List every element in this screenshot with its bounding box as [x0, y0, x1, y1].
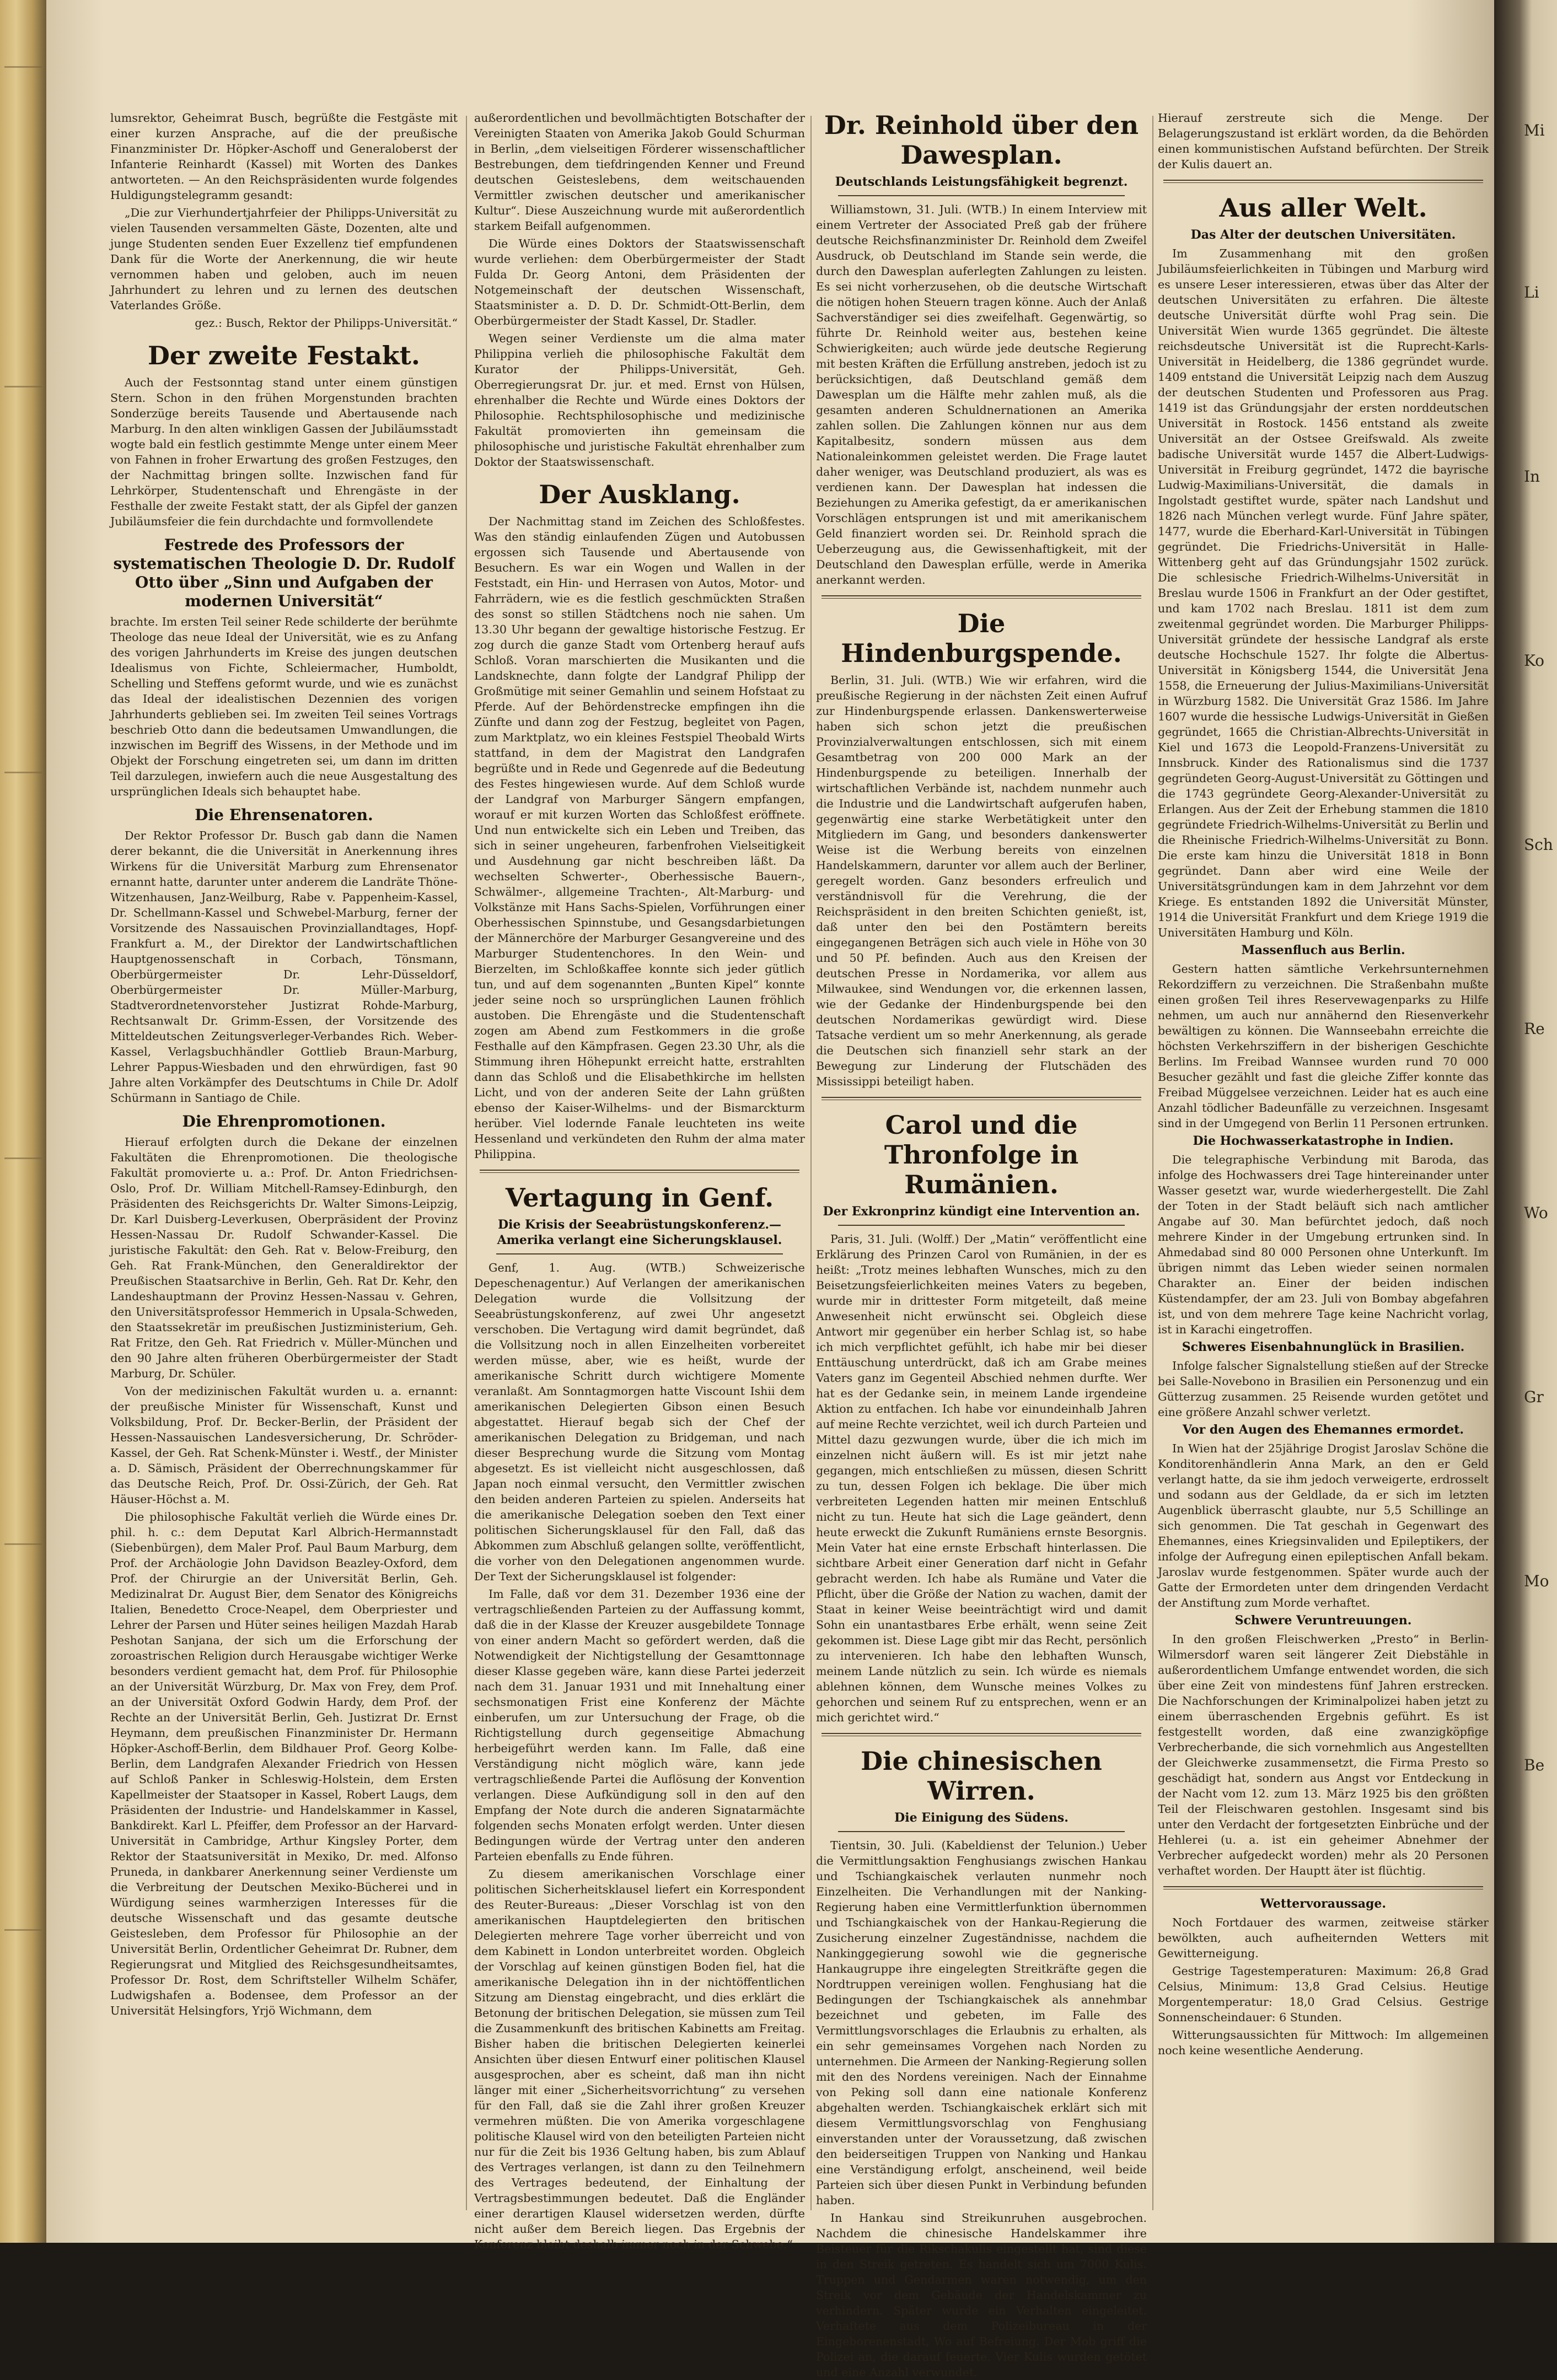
- column-1: [110, 110, 458, 2232]
- article-paragraph: lumsrektor, Geheimrat Busch, begrüßte die Festgäste mit einer kurzen Ansprache, auf die der preußische Finanzminister Dr. Höpker-Aschoff und Generaloberst der Infanterie Reinhardt (Kassel) mit Worten des Dankes antworteten. — An den Reichspräsidenten wurde folgendes Huldigungstelegramm gesandt:: [110, 111, 458, 202]
- article-paragraph: In Wien hat der 25jährige Drogist Jaroslav Schöne die Konditorenhändlerin Anna Mark, an den er Geld verlangt hatte, da sie ihm jedoch verweigerte, erdrosselt und sodann aus der Geldlade, da er sich im letzten Augenblick überrascht glaubte, nur 5,5 Schillinge an sich genommen. Die Tat geschah in Gegenwart des Ehemannes, eines Kriegsinvaliden und Epileptikers, der infolge der Aufregung einen epileptischen Anfall bekam. Jaroslav wurde festgenommen. Später wurde auch der Gatte der Ermordeten unter dem dringenden Verdacht der Anstiftung zum Morde verhaftet.: [1158, 1442, 1489, 1609]
- headline-vertagung-genf: Vertagung in Genf.: [505, 1183, 774, 1213]
- section-divider: [822, 595, 1141, 599]
- article-paragraph: Wegen seiner Verdienste um die alma mater Philippina verlieh die philosophische Fakultät dem Kurator der Philipps-Universität, Geh. Oberregierungsrat Dr. jur. et med. Ernst von Hülsen, ehrenhalber die Rechte und Würde eines Doktors der Philosophie. Rechtsphilosophische und medizinische Fakultät promovierten ihn gemeinsam die philosophische und juristische Fakultät ehrenhalber zum Doktor der Staatswissenschaft.: [474, 332, 805, 469]
- subheadline-veruntreuungen: Schwere Veruntreuungen.: [1234, 1613, 1412, 1628]
- article-paragraph: Williamstown, 31. Juli. (WTB.) In einem Interview mit einem Vertreter der Associated Preß gab der frühere deutsche Reichsfinanzminister Dr. Reinhold dem Zweifel Ausdruck, ob Deutschland im Stande sein werde, die durch den Dawesplan auferlegten Zahlungen zu leisten. Es sei nicht vorherzusehen, ob die deutsche Wirtschaft die nötigen hohen Steuern tragen könne. Auch der Anlaß Sachverständiger sei dies zweifelhaft. Gegenwärtig, so führte Dr. Reinhold weiter aus, bestehen keine Schwierigkeiten; auch würde jede deutsche Regierung mit besten Kräften die Erfüllung anstreben, jedoch ist zu berücksichtigen, daß Deutschland gemäß dem Dawesplan um die Hälfte mehr zahlen muß, als die gesamten anderen Schuldnernationen an Amerika zahlen sollen. Die Zahlungen können nur aus dem Kapitalbesitz, sondern müssen aus dem Nationaleinkommen geleistet werden. Die Frage lautet daher weniger, was Deutschland produziert, als was es verdienen kann. Der Dawesplan hat indessen die Beziehungen zu Amerika gefestigt, da er amerikanischen Vorschlägen entsprungen ist und mit amerikanischem Geld finanziert worden sei. Dr. Reinhold sprach die Ueberzeugung aus, die Gewissenhaftigkeit, mit der Deutschland den Dawesplan erfülle, werde in Amerika anerkannt werden.: [816, 203, 1147, 586]
- headline-ausklang: Der Ausklang.: [539, 480, 740, 509]
- fragment: Ko: [1524, 651, 1545, 670]
- section-divider: [838, 1831, 1125, 1832]
- section-divider: [1163, 1886, 1483, 1889]
- book-binding: [0, 0, 46, 2243]
- fragment: Li: [1524, 283, 1539, 301]
- subheadline-eisenbahnunglueck: Schweres Eisenbahnunglück in Brasilien.: [1182, 1340, 1465, 1354]
- article-paragraph: Infolge falscher Signalstellung stießen auf der Strecke bei Salle-Novebono in Brasilien ein Personenzug und ein Gütterzug zusammen. 25 Reisende wurden getötet und eine größere Anzahl schwer verletzt.: [1158, 1359, 1489, 1419]
- headline-festrede: Festrede des Professors der systematischen Theologie D. Dr. Rudolf Otto über „Sinn und Aufgaben der modernen Universität“: [113, 536, 455, 610]
- article-paragraph: Genf, 1. Aug. (WTB.) Schweizerische Depeschenagentur.) Auf Verlangen der amerikanischen Delegation wurde die Vollsitzung der Seeabrüstungskonferenz, auf zwei Uhr angesetzt verschoben. Die Vertagung wird damit begründet, daß die Vollsitzung noch in allen Einzelheiten vorbereitet werden müsse, aber, wie es heißt, wurde der amerikanische Schritt durch wichtigere Momente veranlaßt. Am Sonntagmorgen hatte Viscount Ishii dem amerikanischen Delegierten Gibson einen Besuch abgestattet. Hierauf begab sich der Chef der amerikanischen Delegation zu Bridgeman, und nach dieser Besprechung wurde die Sitzung vom Montag abgesetzt. Es ist vielleicht nicht ausgeschlossen, daß Japan noch einmal versucht, den Vermittler zwischen den beiden anderen Parteien zu spielen. Anderseits hat die amerikanische Delegation soeben den Text einer politischen Sicherungsklausel für den Fall, daß das Abkommen zum Abschluß gelangen sollte, veröffentlicht, die vorher von den Delegationen angenommen wurde. Der Text der Sicherungsklausel ist folgender:: [474, 1261, 805, 1583]
- article-paragraph: Im Falle, daß vor dem 31. Dezember 1936 eine der vertragschließenden Parteien zu der Auffassung kommt, daß die in der Klasse der Kreuzer ausgebildete Tonnage von einer andern Macht so gefördert werden, daß die Notwendigkeit der Nichtigstellung der Gesamttonnage dieser Klasse gegeben wäre, kann diese Partei jederzeit nach dem 31. Januar 1931 und mit Innehaltung einer sechsmonatigen Frist eine Konferenz der Mächte einberufen, um zur Untersuchung der Frage, ob die Richtigstellung durch gegenseitige Abmachung herbeigeführt werden kann. Im Falle, daß eine Verständigung nicht möglich wäre, kann jede vertragschließende Partei die Auflösung der Konvention verlangen. Diese Aufkündigung soll in den auf den Empfang der Note durch die anderen Signatarmächte folgenden sechs Monaten erfolgt werden. Unter diesen Bedingungen würde der Vertrag unter den anderen Parteien ebenfalls zu Ende führen.: [474, 1587, 805, 1863]
- article-paragraph: Gestern hatten sämtliche Verkehrsunternehmen Rekordziffern zu verzeichnen. Die Straßenbahn mußte einen großen Teil ihres Reservewagenparks zu Hilfe nehmen, um auch nur annähernd den Riesenverkehr bewältigen zu können. Die Wannseebahn erreichte die höchsten Verkehrsziffern in der bisherigen Geschichte Berlins. Im Freibad Wannsee wurden rund 70 000 Besucher gezählt und fast die gleiche Ziffer konnte das Freibad Müggelsee verzeichnen. Leider hat es auch eine Anzahl tödlicher Badeunfälle zu verzeichnen. Insgesamt sind in der Umgegend von Berlin 11 Personen ertrunken.: [1158, 962, 1489, 1130]
- article-paragraph: Zu diesem amerikanischen Vorschlage einer politischen Sicherheitsklausel liefert ein Korrespondent des Reuter-Bureaus: „Dieser Vorschlag ist von den amerikanischen Hauptdelegierten den britischen Delegierten mehrere Tage vorher überreicht und von dem Kabinett in London unterbreitet worden. Obgleich der Vorschlag auf keinen günstigen Boden fiel, hat die amerikanische Delegation ihn in der nichtöffentlichen Sitzung am Dienstag eingebracht, und dies erklärt die Betonung der britischen Delegation, sie müssen zum Teil die Zusammenkunft des britischen Kabinetts am Freitag. Bisher haben die britischen Delegierten keinerlei Ansichten über diesen Entwurf einer politischen Klausel ausgesprochen, aber es scheint, daß man ihn nicht länger mit einer „Sicherheitsvorrichtung“ zu versehen für den Fall, daß sie die Zahl ihrer großen Kreuzer vermehren müßten. Die von Amerika vorgeschlagene politische Klausel wird von den beteiligten Parteien nicht nur für die Zeit bis 1936 Geltung haben, bis zum Ablauf des Vertrages verlangen, ist dann zu den Teilnehmern des Vertrages bedeutend, der Einhaltung der Vertragsbestimmungen bedeutet. Daß die Engländer einer derartigen Klausel widersetzen werden, dürfte nicht außer dem Bereich liegen. Das Ergebnis der Konferenz bleibt deshalb immer noch in der Schwebe.“: [474, 1867, 805, 2251]
- subheadline-massenflucht: Massenfluch aus Berlin.: [1241, 943, 1405, 957]
- fragment: Gr: [1524, 1388, 1544, 1406]
- headline-ehrenpromotionen: Die Ehrenpromotionen.: [182, 1112, 386, 1130]
- headline-hindenburgspende: Die Hindenburgspende.: [841, 609, 1122, 668]
- subheadline-china: Die Einigung des Südens.: [894, 1811, 1069, 1825]
- article-paragraph: Von der medizinischen Fakultät wurden u. a. ernannt: der preußische Minister für Wissenschaft, Kunst und Volksbildung, Prof. Dr. Becker-Berlin, der Präsident der Hessen-Nassauischen Landesversicherung, Dr. Schröder-Kassel, der Geh. Rat Schenk-Münster i. Westf., der Minister a. D. Sämisch, Präsident der Oberrechnungskammer für das Deutsche Reich, Prof. Dr. Ossi-Zürich, der Geh. Rat Häuser-Höchst a. M.: [110, 1385, 458, 1506]
- article-paragraph: Gestrige Tagestemperaturen: Maximum: 26,8 Grad Celsius, Minimum: 13,8 Grad Celsius. Heutige Morgentemperatur: 18,0 Grad Celsius. Gestrige Sonnenscheindauer: 6 Stunden.: [1158, 1964, 1489, 2024]
- section-divider: [496, 1253, 783, 1254]
- article-paragraph: außerordentlichen und bevollmächtigten Botschafter der Vereinigten Staaten von Amerika Jakob Gould Schurman in Berlin, „dem vielseitigen Förderer wissenschaftlicher Bestrebungen, dem tiefdringenden Kenner und Freund deutschen Geisteslebens, dem weitschauenden Vermittler zwischen deutscher und amerikanischer Kultur“. Diese Auszeichnung wurde mit außerordentlich starkem Beifall aufgenommen.: [474, 111, 805, 233]
- column-2: [474, 110, 805, 2251]
- article-paragraph: Die philosophische Fakultät verlieh die Würde eines Dr. phil. h. c.: dem Deputat Karl Albrich-Hermannstadt (Siebenbürgen), dem Maler Prof. Paul Baum Marburg, dem Prof. der Archäologie John Davidson Beazley-Oxford, dem Prof. der Chirurgie an der Universität Berlin, Geh. Medizinalrat Dr. August Bier, dem Senator des Königreichs Italien, Benedetto Croce-Neapel, dem Oberpriester und Lehrer der Parsen und Hüter seines heiligen Mazdah Harab Peshotan Sanjana, der sich um die Erforschung der zoroastrischen Religion durch Herausgabe wichtiger Werke besonders verdient gemacht hat, dem Prof. für Philosophie an der Universität Würzburg, Dr. Max von Frey, dem Prof. an der Universität Oxford Godwin Hardy, dem Prof. der Rechte an der Universität Berlin, Geh. Justizrat Dr. Ernst Heymann, dem preußischen Finanzminister Dr. Hermann Höpker-Aschoff-Berlin, dem Bildhauer Prof. Georg Kolbe-Berlin, dem Landgrafen Alexander Friedrich von Hessen auf Schloß Panker in Schleswig-Holstein, dem Ersten Kapellmeister der Staatsoper in Kassel, Robert Laugs, dem Präsidenten der Industrie- und Handelskammer in Kassel, Bankdirekt. Karl L. Pfeiffer, dem Professor an der Harvard-Universität in Cambridge, Arthur Kingsley Porter, dem Rektor der Staatsuniversität in Mexiko, Dr. med. Alfonso Pruneda, in dankbarer Anerkennung seiner Verdienste um die Verbreitung der Deutschen Mexiko-Bücherei und in Würdigung seines warmherzigen Interesses für die deutsche Wissenschaft und das gesamte deutsche Geistesleben, dem Professor für Philosophie an der Universität Berlin, Ordentlicher Geheimrat Dr. Rubner, dem Regierungsrat und Mitglied des Reichsgesundheitsamtes, Professor Dr. Rost, dem Schriftsteller Wilhelm Schäfer, Ludwigshafen a. Bodensee, dem Professor an der Universität Helsingfors, Yrjö Wichmann, dem: [110, 1510, 458, 2017]
- article-paragraph: In Hankau sind Streikunruhen ausgebrochen. Nachdem die chinesische Handelskammer ihre Beisteuer für die Rikschakulis eingestellt hat, sind diese in den Streik getreten. Es handelt sich um 7000 Kulis. Truppen und Gendarmen waren notwendig, um den Streik vor dem Gebäude der Handelskammer zu verhindern. Später wurde ein Verhalten eingeleitet. Verhaftete aus dem Polizeibureau in der Eingeborenenstadt, Wo auf Befreiung. Der Mob griff die Polizei an, die darauf feuerte. Vier Kulis wurden getötet und eine Anzahl verwundet.: [816, 2211, 1147, 2379]
- article-paragraph: gez.: Busch, Rektor der Philipps-Universität.“: [195, 316, 458, 330]
- headline-ehrensenatoren: Die Ehrensenatoren.: [195, 806, 373, 824]
- facing-page-fragments: [1522, 0, 1557, 2243]
- article-paragraph: In den großen Fleischwerken „Presto“ in Berlin-Wilmersdorf waren seit längerer Zeit Diebstähle in außerordentlichem Umfange entwendet worden, die sich über eine Zeit von mindestens fünf Jahren erstrecken. Die Nachforschungen der Kriminalpolizei haben jetzt zu einem überraschenden Ergebnis geführt. Es ist festgestellt worden, daß eine zwanzigköpfige Verbrecherbande, die sich vornehmlich aus Angestellten der Gleichwerke zusammensetzt, die Firma Presto so geschädigt hat, sondern aus Angst vor Entdeckung in der Nacht vom 12. zum 13. März 1925 bis den größten Teil der Fleischwaren gestohlen. Insgesamt sind bis unter den Verdacht der fortgesetzten Einbrüche und der Hehlerei (u. a. ist ein geheimer Abnehmer der Verbrecher aufgedeckt worden) mehr als 20 Personen verhaftet worden. Der Hauptt äter ist flüchtig.: [1158, 1633, 1489, 1877]
- article-paragraph: Im Zusammenhang mit den großen Jubiläumsfeierlichkeiten in Tübingen und Marburg wird es unsere Leser interessieren, etwas über das Alter der deutschen Universitäten zu erfahren. Die älteste deutsche Universität dürfte wohl Prag sein. Die Universität Wien wurde 1365 gegründet. Die älteste reichsdeutsche Universität ist die Ruprecht-Karls-Universität in Heidelberg, die 1386 gegründet wurde. 1409 entstand die Universität Leipzig nach dem Auszug der deutschen Studenten und Professoren aus Prag. 1419 ist das Gründungsjahr der ersten norddeutschen Universität in Rostock. 1456 entstand als zweite Universität an der Ostsee Greifswald. Als zweite badische Universität wurde 1457 die Albert-Ludwigs-Universität in Freiburg gegründet, 1472 die bayrische Ludwig-Maximilians-Universität, die damals in Ingolstadt gestiftet wurde, später nach Landshut und 1826 nach München verlegt wurde. Fünf Jahre später, 1477, wurde die Eberhard-Karl-Universität in Tübingen gegründet. Die Friedrichs-Universität in Halle-Wittenberg geht auf das Gründungsjahr 1502 zurück. Die schlesische Friedrich-Wilhelms-Universität in Breslau wurde 1506 in Frankfurt an der Oder gestiftet, und kam 1702 nach Breslau. 1811 ist dem zum zweitenmal gegründet worden. Die Marburger Philipps-Universität gründete der hessische Landgraf als erste deutsche Hochschule 1527. Ihr folgte die Albertus-Universität in Königsberg 1544, die Universität Jena 1558, die Erneuerung der Julius-Maximilians-Universität in Würzburg 1582. Die Universität Graz 1586. Im Jahre 1607 wurde die hessische Ludwigs-Universität in Gießen gegründet, 1665 die Christian-Albrechts-Universität in Kiel und 1673 die Leopold-Franzens-Universität zu Innsbruck. Kinder des Rationalismus sind die 1737 gegründeten Georg-August-Universität zu Göttingen und die 1743 gegründete Georg-Alexander-Universität zu Erlangen. Aus der Zeit der Erhebung stammen die 1810 gegründete Friedrich-Wilhelms-Universität zu Berlin und die Rheinische Friedrich-Wilhelms-Universität zu Bonn. Die erste kam hinzu die Universität 1818 in Bonn gegründet. Dann aber wird eine Weile der Universitätsgründungen kam in dem Jahrzehnt vor dem Kriege. Es entstanden 1892 die Universität Münster, 1914 die Universität Frankfurt und dem Kriege 1919 die Universitäten Hamburg und Köln.: [1158, 247, 1489, 939]
- fragment: Mi: [1524, 121, 1545, 139]
- subheadline-ermordet: Vor den Augen des Ehemannes ermordet.: [1182, 1423, 1464, 1437]
- fragment: Sch: [1524, 836, 1553, 854]
- section-divider: [838, 195, 1125, 196]
- article-paragraph: Auch der Festsonntag stand unter einem günstigen Stern. Schon in den frühen Morgenstunden brachten Sonderzüge bereits Tausende und Abertausende nach Marburg. In den alten winkligen Gassen der Jubiläumsstadt wogte bald ein festlich gestimmte Menge unter einem Meer von Fahnen in froher Erwartung des großen Festzuges, den der Nachmittag bringen sollte. Inzwischen fand für Lehrkörper, Studentenschaft und Ehrengäste in der Festhalle der zweite Festakt statt, der als Gipfel der ganzen Jubiläumsfeier die fein durchdachte und formvollendete: [110, 376, 458, 528]
- fragment: Be: [1524, 1756, 1545, 1774]
- fragment: In: [1524, 467, 1540, 486]
- article-paragraph: Witterungsaussichten für Mittwoch: Im allgemeinen noch keine wesentliche Aenderung.: [1158, 2028, 1489, 2057]
- section-divider: [838, 1225, 1125, 1226]
- article-paragraph: „Die zur Vierhundertjahrfeier der Philipps-Universität zu vielen Tausenden versammelten Gäste, Dozenten, alte und junge Studenten senden Euer Exzellenz tief empfundenen Dank für die Worte der Anerkennung, die wir heute vernommen haben und geloben, auch im neuen Jahrhundert zu lehren und zu lernen des deutschen Vaterlandes Größe.: [110, 206, 458, 312]
- subheadline-universitaeten: Das Alter der deutschen Universitäten.: [1190, 228, 1456, 242]
- subheadline-genf: Die Krisis der Seeabrüstungskonferenz.— Amerika verlangt eine Sicherungsklausel.: [497, 1218, 782, 1247]
- article-paragraph: Noch Fortdauer des warmen, zeitweise stärker bewölkten, auch aufheiternden Wetters mit Gewitterneigung.: [1158, 1916, 1489, 1960]
- subheadline-carol: Der Exkronprinz kündigt eine Intervention an.: [823, 1204, 1140, 1219]
- article-paragraph: Der Rektor Professor Dr. Busch gab dann die Namen derer bekannt, die die Universität in Anerkennung ihres Wirkens für die Universität Marburg zum Ehrensenator ernannt hatte, darunter unter anderem die Landräte Thöne-Witzenhausen, Janz-Weilburg, Rabe v. Pappenheim-Kassel, Dr. Schellmann-Kassel und Schwebel-Marburg, ferner der Vorsitzende des Nassauischen Provinziallandtages, Hopf-Frankfurt a. M., der Direktor der Landwirtschaftlichen Hauptgenossenschaft in Corbach, Tönsmann, Oberbürgermeister Dr. Lehr-Düsseldorf, Oberbürgermeister Dr. Müller-Marburg, Stadtverordnetenvorsteher Justizrat Rohde-Marburg, Rechtsanwalt Dr. Grimm-Essen, der Vorsitzende des Mitteldeutschen Zeitungsverleger-Verbandes Rich. Weber-Kassel, Verlagsbuchhändler Gottlieb Braun-Marburg, Lehrer Pappus-Wiesbaden und den ehrwürdigen, fast 90 Jahre alten Vorkämpfer des Deutschtums in Chile Dr. Adolf Schürmann in Santiago de Chile.: [110, 829, 458, 1105]
- article-paragraph: Der Nachmittag stand im Zeichen des Schloßfestes. Was den ständig einlaufenden Zügen und Autobussen ergossen sich Tausende und Abertausende von Besuchern. Es war ein Wogen und Wallen in der Feststadt, ein Hin- und Herrasen von Autos, Motor- und Fahrrädern, wie es die festlich geschmückten Straßen des sonst so stillen Städtchens noch nie sahen. Um 13.30 Uhr begann der gewaltige historische Festzug. Er zog durch die ganze Stadt vom Ortenberg herauf aufs Schloß. Voran marschierten die Musikanten und die Landsknechte, dann folgte der Landgraf Philipp der Großmütige mit seiner Gemahlin und seinem Hofstaat zu Pferde. Auf der Behördenstrecke empfingen ihn die Zünfte und dann zog der Festzug, begleitet von Pagen, zum Marktplatz, wo ein kleines Festspiel Theobald Wirts stattfand, in dem der Magistrat den Landgrafen begrüßte und in Rede und Gegenrede auf die Bedeutung des Festes hingewiesen wurde. Auf dem Schloß wurde der Landgraf von Marburger Sängern empfangen, worauf er mit kurzen Worten das Schloßfest eröffnete. Und nun entwickelte sich ein Leben und Treiben, das sich in seiner ungeheuren, farbenfrohen Vielseitigkeit und Ausdehnung gar nicht beschreiben läßt. Da wechselten Schwerter-, Oberhessische Bauern-, Schwälmer-, allgemeine Trachten-, Alt-Marburg- und Volkstänze mit Hans Sachs-Spielen, Vorführungen einer Oberhessischen Spinnstube, und Gesangsdarbietungen der Männerchöre der Marburger Gesangvereine und des Marburger Studentenchores. In den Wein- und Bierzelten, im Schloßkaffee konnte sich jeder gütlich tun, und auf dem sogenannten „Bunten Kipel“ konnte jeder seine noch so ursprünglichen Launen fröhlich austoben. Die Ehrengäste und die Studentenschaft zogen am Abend zum Festkommers in die große Festhalle auf den Kämpfrasen. Gegen 23.30 Uhr, als die Stimmung ihren Höhepunkt erreicht hatte, erstrahlten dann das Schloß und die Elisabethkirche im hellsten Licht, und von der anderen Seite der Lahn grüßten ebenso der Kaiser-Wilhelms- und der Bismarckturm herüber. Viel lodernde Fanale leuchteten ins weite Hessenland und verkündeten den Ruhm der alma mater Philippina.: [474, 515, 805, 1161]
- headline-carol-rumaenien: Carol und die Thronfolge in Rumänien.: [884, 1110, 1079, 1199]
- section-divider: [822, 1097, 1141, 1100]
- headline-reinhold: Dr. Reinhold über den Dawesplan.: [824, 110, 1139, 170]
- subheadline-wettervoraussage: Wettervoraussage.: [1260, 1897, 1387, 1911]
- section-divider: [1163, 180, 1483, 183]
- column-3: [816, 110, 1147, 2379]
- article-paragraph: Die telegraphische Verbindung mit Baroda, das infolge des Hochwassers drei Tage hintereinander unter Wasser gesetzt war, wurde wiederhergestellt. Die Zahl der Toten in der Stadt beläuft sich nach amtlicher Angabe auf 30. Man befürchtet jedoch, daß noch mehrere Kinder in der Umgebung ertrunken sind. In Ahmedabad sind 80 000 Personen ohne Unterkunft. Im übrigen nimmt das Leben wieder seinen normalen Charakter an. Einer der beiden indischen Küstendampfer, der am 23. Juli von Bombay abgefahren ist, und von dem mehrere Tage keine Nachricht vorlag, ist in Karachi eingetroffen.: [1158, 1153, 1489, 1336]
- article-paragraph: Hierauf zerstreute sich die Menge. Der Belagerungszustand ist erklärt worden, da die Behörden einen kommunistischen Aufstand befürchten. Der Streik der Kulis dauert an.: [1158, 111, 1489, 171]
- section-divider: [480, 1170, 799, 1173]
- subheadline-hochwasser: Die Hochwasserkatastrophe in Indien.: [1193, 1134, 1454, 1148]
- subheadline-reinhold: Deutschlands Leistungsfähigkeit begrenzt.: [835, 175, 1128, 189]
- article-paragraph: Hierauf erfolgten durch die Dekane der einzelnen Fakultäten die Ehrenpromotionen. Die theologische Fakultät promovierte u. a.: Prof. Dr. Anton Friedrichsen-Oslo, Prof. Dr. William Mitchell-Ramsey-Edinburgh, den Präsidenten des Reichsgerichts Dr. Walter Simons-Leipzig, Dr. Karl Duisberg-Leverkusen, Oberpräsident der Provinz Hessen-Nassau Dr. Rudolf Schwander-Kassel. Die juristische Fakultät: den Geh. Rat v. Below-Freiburg, den Geh. Rat Frank-München, den Generaldirektor der Preußischen Staatsarchive in Berlin, Geh. Rat Dr. Kehr, den Landeshauptmann der Provinz Hessen-Nassau v. Gehren, den Universitätsprofessor Hemmerich in Upsala-Schweden, den Staatssekretär im preußischen Justizministerium, Geh. Rat Fritze, den Geh. Rat Friedrich v. Müller-München und den 90 Jahre alten früheren Oberbürgermeister der Stadt Marburg, Dr. Schüler.: [110, 1135, 458, 1380]
- fragment: Mo: [1524, 1572, 1549, 1590]
- fragment: Wo: [1524, 1204, 1548, 1222]
- fragment: Re: [1524, 1020, 1545, 1038]
- column-rule: [810, 116, 812, 2210]
- column-rule: [466, 116, 467, 2210]
- column-rule: [1152, 116, 1153, 2210]
- article-paragraph: Berlin, 31. Juli. (WTB.) Wie wir erfahren, wird die preußische Regierung in der nächsten Zeit einen Aufruf zur Hindenburgspende erlassen. Dankenswerterweise haben sich schon jetzt die preußischen Provinzialverwaltungen entschlossen, sich mit einem Gesamtbetrag von 200 000 Mark an der Hindenburgspende zu beteiligen. Innerhalb der wirtschaftlichen Verbände ist, nachdem nunmehr auch die Industrie und die Landwirtschaft aufgerufen haben, gegenwärtig eine starke Werbetätigkeit unter den Mitgliedern im Gang, und besonders dankenswerter Weise ist die Werbung bereits von einzelnen Handelskammern, darunter vor allem auch der Berliner, geregelt worden. Ganz besonders erfreulich und verständnisvoll für die Verehrung, die der Reichspräsident in den breiten Schichten genießt, ist, daß unter den bei den Postämtern bereits eingegangenen Beträgen sich auch viele in Höhe von 30 und 50 Pf. befinden. Auch aus den Kreisen der deutschen Presse in Nordamerika, vor allem aus Milwaukee, sind Wendungen vor, die erkennen lassen, wie der Gedanke der Hindenburgspende bei den deutschen Nordamerikas gewürdigt wird. Diese Tatsache verdient um so mehr Anerkennung, als gerade die Deutschen sich finanziell sehr stark an der Bewegung zur Linderung der Flutschäden des Mississippi beteiligt haben.: [816, 674, 1147, 1088]
- article-paragraph: Paris, 31. Juli. (Wolff.) Der „Matin“ veröffentlicht eine Erklärung des Prinzen Carol von Rumänien, in der es heißt: „Trotz meines lebhaften Wunsches, mich zu den Beisetzungsfeierlichkeiten meines Vaters zu begeben, wurde mir in drittester Form mitgeteilt, daß meine Anwesenheit nicht erwünscht sei. Obgleich diese Antwort mir gegenüber ein herber Schlag ist, so habe ich mich verpflichtet gefühlt, ich habe mir bei dieser Enttäuschung unterdrückt, daß ich am Grabe meines Vaters ganz im Gegenteil Abschied nehmen durfte. Wer hat es der Gedanke sein, in meinem Lande irgendeine Aktion zu entfachen. Ich habe vor einundeinhalb Jahren auf meine Rechte verzichtet, weil ich durch Parteien und Mittel dazu gezwungen wurde, über die ich mich im einzelnen nicht äußern will. Es ist mir jetzt nahe gegangen, mich entschließen zu müssen, diesen Schritt zu tun, dessen Folgen ich beklage. Die über mich verbreiteten Legenden hatten mir meinen Entschluß nicht zu tun. Heute hat sich die Lage geändert, denn heute erweckt die Zukunft Rumäniens ernste Besorgnis. Mein Vater hat eine ernste Erbschaft hinterlassen. Die sichtbare Arbeit einer Generation darf nicht in Gefahr gebracht werden. Ich habe als Rumäne und Vater die Pflicht, über die Größe der Nation zu wachen, damit der Staat in keiner Weise beeinträchtigt wird und damit Sohn ein unantastbares Erbe erhält, wenn seine Zeit gekommen ist. Diese Lage gibt mir das Recht, persönlich zu intervenieren. Ich habe den lebhaften Wunsch, meinem Lande nützlich zu sein. Ich würde es niemals ablehnen können, dem Wunsche meines Volkes zu gehorchen und seinem Ruf zu entsprechen, wenn er an mich gerichtet wird.“: [816, 1232, 1147, 1724]
- column-4: [1158, 110, 1489, 2232]
- headline-zweite-festakt: Der zweite Festakt.: [148, 341, 420, 370]
- headline-chinesische-wirren: Die chinesischen Wirren.: [861, 1746, 1102, 1806]
- section-divider: [822, 1733, 1141, 1736]
- article-paragraph: Die Würde eines Doktors der Staatswissenschaft wurde verliehen: dem Oberbürgermeister der Stadt Fulda Dr. Georg Antoni, dem Präsidenten der Notgemeinschaft der deutschen Wissenschaft, Staatsminister a. D. D. Dr. Schmidt-Ott-Berlin, dem Oberbürgermeister der Stadt Kassel, Dr. Stadler.: [474, 237, 805, 327]
- headline-aus-aller-welt: Aus aller Welt.: [1219, 193, 1427, 223]
- article-paragraph: Tientsin, 30. Juli. (Kabeldienst der Telunion.) Ueber die Vermittlungsaktion Fenghusiangs zwischen Hankau und Tschiangkaischek verlauten nunmehr noch Einzelheiten. Die Verhandlungen mit der Nanking-Regierung haben eine Vermittlerfunktion übernommen und Tschiangkaischek von der Hankau-Regierung die Zusicherung einzelner Zugeständnisse, nachdem die Nankinggegierung sowohl wie die gegnerische Hankaugruppe ihre eingelegten Streitkräfte gegen die Nordtruppen vereinigen wollen. Fenghusiang hat die Bedingungen der Tschiangkaischek als annehmbar bezeichnet und gebeten, im Falle des Vermittlungsvorschlages die Erlaubnis zu erhalten, als ein sehr gemeinsames Vorgehen nach Norden zu unternehmen. Die Armeen der Nanking-Regierung sollen mit den des Nordens vereinigen. Nach der Einnahme von Peking soll dann eine nationale Konferenz abgehalten werden. Tschiangkaischek erklärt sich mit diesem Vermittlungsvorschlag von Fenghusiang einverstanden unter der Voraussetzung, daß zwischen den beiderseitigen Truppen von Nanking und Hankau eine Verständigung erfolgt, anscheinend, weil beide Parteien sich über diesen Punkt in Verbindung befunden haben.: [816, 1839, 1147, 2207]
- article-paragraph: brachte. Im ersten Teil seiner Rede schilderte der berühmte Theologe das neue Ideal der Universität, wie es zu Anfang des vorigen Jahrhunderts im Kreise des jungen deutschen Idealismus von Fichte, Schleiermacher, Humboldt, Schelling und Steffens geformt wurde, und wie es zunächst das Ideal der idealistischen Dezennien des vorigen Jahrhunderts geblieben sei. Im zweiten Teil seines Vortrags beschrieb Otto dann die bedeutsamen Umwandlungen, die inzwischen im Begriff des Wissens, in der Methode und im Objekt der Forschung eingetreten sei, um dann im dritten Teil darzulegen, inwiefern auch die neue Ausgestaltung des ursprünglichen Ideals sich behauptet habe.: [110, 615, 458, 798]
